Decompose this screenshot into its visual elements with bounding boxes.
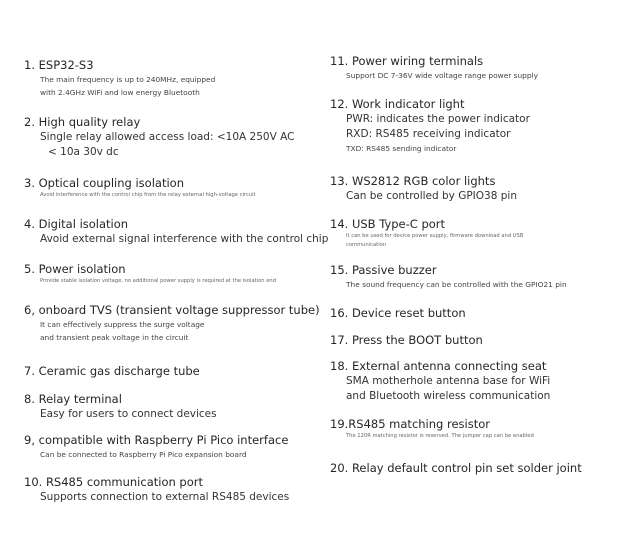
feature-title: 18. External antenna connecting seat — [330, 359, 547, 373]
feature-description: Easy for users to connect devices — [40, 408, 217, 420]
feature-title: 2. High quality relay — [24, 115, 141, 129]
feature-item — [330, 417, 635, 441]
feature-title: 6, onboard TVS (transient voltage suppressor tube) — [24, 303, 320, 317]
feature-title: 15. Passive buzzer — [330, 263, 437, 277]
feature-item — [330, 359, 635, 404]
feature-description: and transient peak voltage in the circuit — [40, 333, 189, 342]
feature-item — [24, 262, 324, 286]
feature-description: Can be controlled by GPIO38 pin — [346, 190, 517, 202]
feature-description: The 120R matching resistor is reserved. The jumper cap can be enabled — [346, 433, 534, 439]
feature-item — [24, 58, 324, 99]
feature-title: 8. Relay terminal — [24, 392, 122, 406]
feature-title: 17. Press the BOOT button — [330, 333, 483, 347]
feature-title: 16. Device reset button — [330, 306, 466, 320]
feature-item — [330, 97, 635, 155]
feature-description: Support DC 7-36V wide voltage range power supply — [346, 71, 538, 80]
feature-item — [330, 174, 635, 204]
feature-item — [24, 392, 324, 422]
feature-description: It can be used for device power supply, firmware download and USB — [346, 233, 524, 239]
feature-title: 10. RS485 communication port — [24, 475, 204, 489]
feature-description: Avoid interference with the control chip from the relay external high-voltage circuit — [40, 192, 256, 198]
feature-title: 11. Power wiring terminals — [330, 54, 484, 68]
feature-item — [330, 333, 635, 348]
feature-description: SMA motherhole antenna base for WiFi — [346, 375, 551, 387]
feature-title: 9, compatible with Raspberry Pi Pico interface — [24, 433, 289, 447]
feature-description: The sound frequency can be controlled with the GPIO21 pin — [346, 280, 567, 289]
feature-description: Provide stable isolation voltage, no additional power supply is required at the isolation end — [40, 278, 277, 284]
feature-title: 3. Optical coupling isolation — [24, 176, 184, 190]
feature-description: Single relay allowed access load: <10A 250V AC — [40, 131, 295, 143]
feature-title: 4. Digital isolation — [24, 217, 129, 231]
feature-item — [330, 461, 635, 476]
feature-item — [24, 176, 324, 200]
feature-description: RXD: RS485 receiving indicator — [346, 128, 511, 140]
feature-item — [330, 306, 635, 321]
feature-item — [24, 433, 324, 461]
feature-item — [24, 217, 329, 247]
feature-item — [24, 475, 324, 505]
feature-title: 1. ESP32-S3 — [24, 58, 94, 72]
feature-item — [330, 54, 635, 82]
feature-description: It can effectively suppress the surge voltage — [40, 320, 205, 329]
feature-description: and Bluetooth wireless communication — [346, 390, 551, 402]
feature-title: 12. Work indicator light — [330, 97, 465, 111]
feature-description: < 10a 30v dc — [48, 146, 119, 158]
feature-item — [24, 115, 324, 160]
feature-title: 20. Relay default control pin set solder joint — [330, 461, 582, 475]
feature-title: 5. Power isolation — [24, 262, 126, 276]
feature-description: Supports connection to external RS485 devices — [40, 491, 290, 503]
feature-title: 14. USB Type-C port — [330, 217, 446, 231]
feature-item — [330, 263, 635, 291]
feature-item — [330, 217, 635, 250]
feature-item — [24, 364, 324, 379]
feature-description: PWR: indicates the power indicator — [346, 113, 530, 125]
feature-title: 7. Ceramic gas discharge tube — [24, 364, 200, 378]
feature-item — [24, 303, 324, 344]
feature-description: with 2.4GHz WiFi and low energy Bluetooth — [40, 88, 200, 97]
feature-description: Avoid external signal interference with the control chip — [40, 233, 329, 245]
feature-description: The main frequency is up to 240MHz, equipped — [40, 75, 216, 84]
feature-description: communication — [346, 242, 387, 248]
feature-title: 19.RS485 matching resistor — [330, 417, 490, 431]
feature-description: TXD: RS485 sending indicator — [346, 144, 457, 153]
feature-title: 13. WS2812 RGB color lights — [330, 174, 496, 188]
feature-description: Can be connected to Raspberry Pi Pico expansion board — [40, 450, 247, 459]
